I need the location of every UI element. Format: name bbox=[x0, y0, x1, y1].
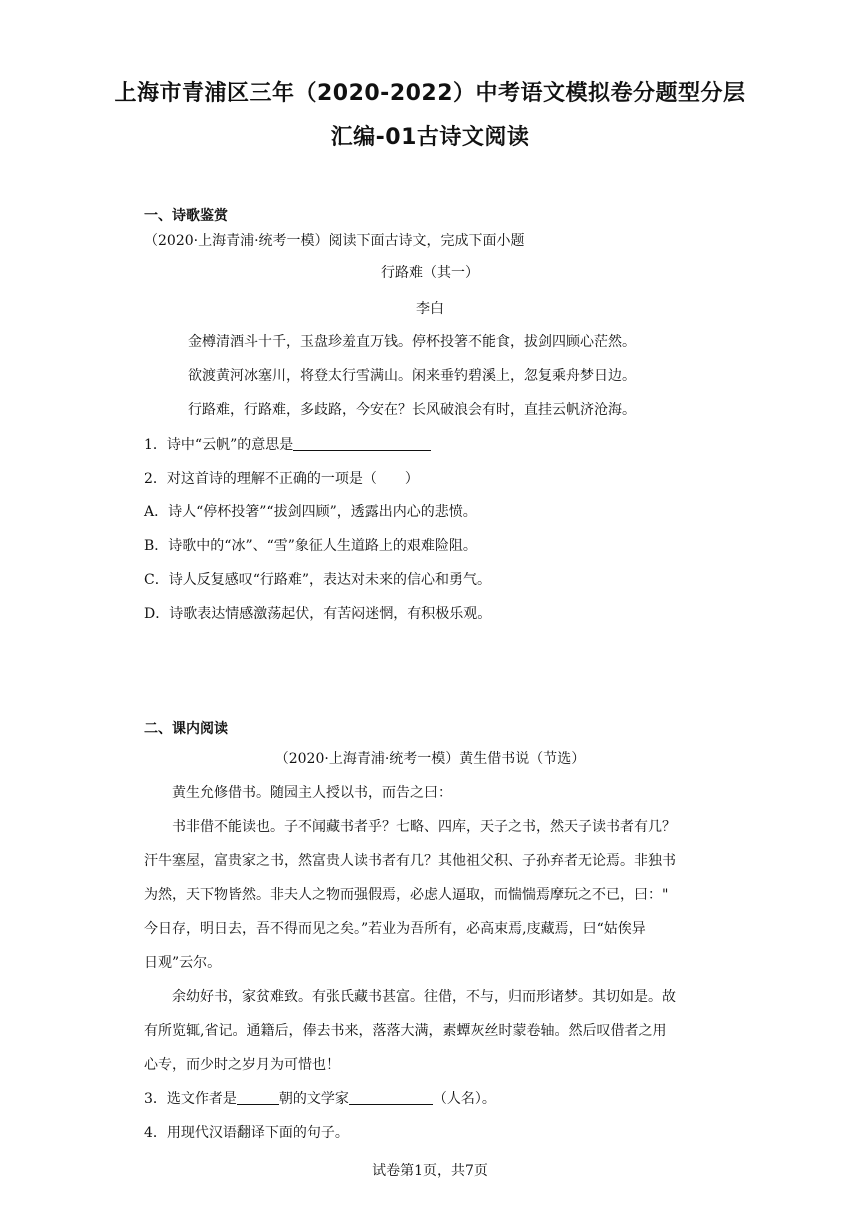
passage-title: （2020·上海青浦·统考一模）黄生借书说（节选） bbox=[274, 751, 586, 767]
question-3-text-b: 朝的文学家 bbox=[278, 1091, 349, 1107]
page-title-line2: 汇编-01古诗文阅读 bbox=[330, 125, 530, 150]
poem-title: 行路难（其一） bbox=[381, 265, 479, 281]
question-3-text-c: （人名）。 bbox=[432, 1091, 496, 1107]
passage-line-8: 有所览辄,省记。通籍后，俸去书来，落落大满，素蟫灰丝时蒙卷轴。然后叹借者之用 bbox=[144, 1023, 667, 1039]
section1-source: （2020·上海青浦·统考一模）阅读下面古诗文，完成下面小题 bbox=[144, 233, 525, 249]
poem-line-1: 金樽清酒斗十千，玉盘珍羞直万钱。停杯投箸不能食，拔剑四顾心茫然。 bbox=[188, 334, 636, 350]
option-b: B．诗歌中的“冰”、“雪”象征人生道路上的艰难险阻。 bbox=[144, 538, 477, 554]
passage-line-6: 日观”云尔。 bbox=[144, 955, 222, 971]
page-footer: 试卷第1页，共7页 bbox=[372, 1163, 488, 1179]
passage-line-9: 心专，而少时之岁月为可惜也！ bbox=[144, 1057, 340, 1073]
option-d: D．诗歌表达情感激荡起伏，有苦闷迷惘，有积极乐观。 bbox=[144, 606, 492, 622]
passage-line-5: 今日存，明日去，吾不得而见之矣。”若业为吾所有，必高束焉,庋藏焉，曰“姑俟异 bbox=[144, 921, 646, 937]
answer-blank-author[interactable] bbox=[349, 1090, 433, 1105]
section2-heading: 二、课内阅读 bbox=[144, 721, 228, 737]
passage-line-2: 书非借不能读也。子不闻藏书者乎？七略、四库，天子之书，然天子读书者有几？ bbox=[172, 819, 676, 835]
question-4: 4．用现代汉语翻译下面的句子。 bbox=[144, 1125, 349, 1141]
answer-blank[interactable] bbox=[293, 436, 431, 451]
page-title-line1: 上海市青浦区三年（2020-2022）中考语文模拟卷分题型分层 bbox=[114, 81, 746, 106]
poem-author: 李白 bbox=[416, 301, 444, 317]
passage-line-7: 余幼好书，家贫难致。有张氏藏书甚富。往借，不与，归而形诸梦。其切如是。故 bbox=[172, 989, 676, 1005]
question-1-text: 1．诗中“云帆”的意思是 bbox=[144, 437, 294, 453]
poem-line-2: 欲渡黄河冰塞川，将登太行雪满山。闲来垂钓碧溪上，忽复乘舟梦日边。 bbox=[188, 368, 636, 384]
question-3-text-a: 3．选文作者是 bbox=[144, 1091, 237, 1107]
section1-heading: 一、诗歌鉴赏 bbox=[144, 208, 228, 224]
option-c: C．诗人反复感叹“行路难”，表达对未来的信心和勇气。 bbox=[144, 572, 492, 588]
passage-line-1: 黄生允修借书。随园主人授以书，而告之曰： bbox=[172, 785, 452, 801]
option-a: A．诗人“停杯投箸”“拔剑四顾”，透露出内心的悲愤。 bbox=[144, 504, 477, 520]
poem-line-3: 行路难，行路难，多歧路，今安在？长风破浪会有时，直挂云帆济沧海。 bbox=[188, 402, 636, 418]
question-2: 2．对这首诗的理解不正确的一项是（ ） bbox=[144, 471, 419, 487]
passage-line-4: 为然，天下物皆然。非夫人之物而强假焉，必虑人逼取，而惴惴焉摩玩之不已，曰：" bbox=[144, 887, 669, 903]
question-1 bbox=[144, 436, 431, 454]
question-3 bbox=[144, 1090, 496, 1108]
answer-blank-dynasty[interactable] bbox=[237, 1090, 279, 1105]
passage-line-3: 汗牛塞屋，富贵家之书，然富贵人读书者有几？其他祖父积、子孙弃者无论焉。非独书 bbox=[144, 853, 676, 869]
